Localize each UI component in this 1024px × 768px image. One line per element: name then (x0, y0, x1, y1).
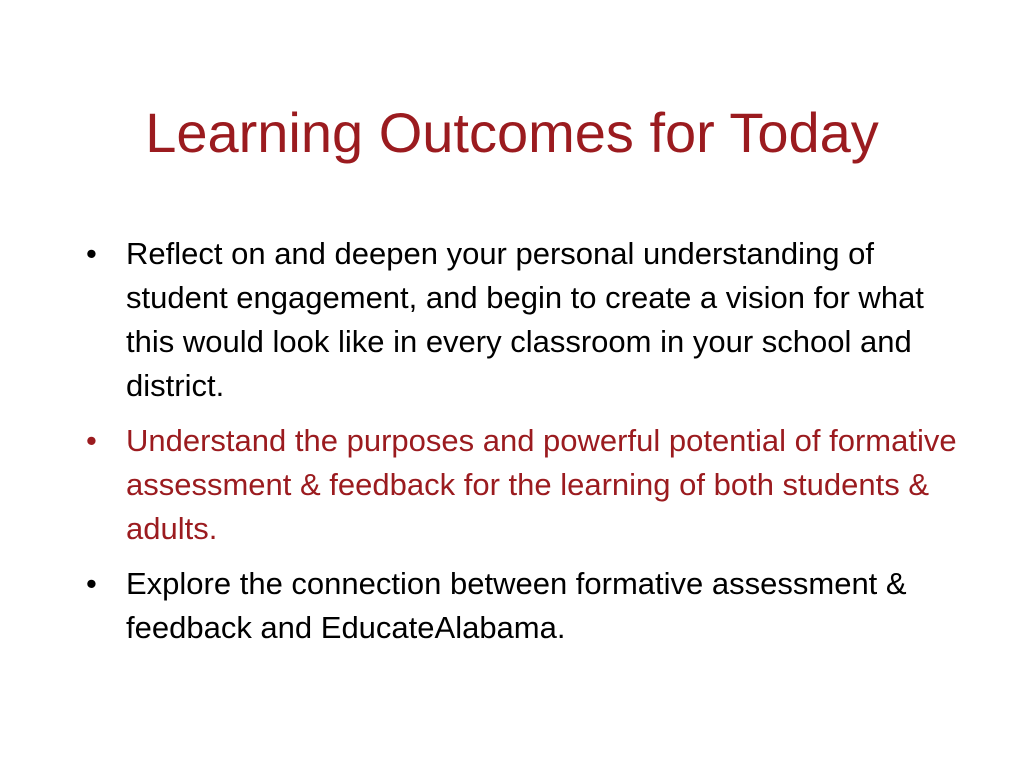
bullet-item-educate-alabama (82, 562, 962, 650)
bullet-text: Explore the connection between formative assessment & feedback and EducateAlabama. (126, 566, 907, 645)
bullet-marker: • (86, 566, 97, 601)
bullet-text: Understand the purposes and powerful potential of formative assessment & feedback for the learning of both students & adults. (126, 423, 957, 546)
bullet-item-formative-assessment (82, 419, 962, 551)
bullet-list (82, 232, 962, 661)
bullet-item-engagement (82, 232, 962, 408)
slide-title: Learning Outcomes for Today (145, 101, 879, 164)
bullet-marker: • (86, 423, 97, 458)
bullet-marker: • (86, 236, 97, 271)
bullet-text: Reflect on and deepen your personal understanding of student engagement, and begin to create a vision for what this would look like in every classroom in your school and district. (126, 236, 924, 403)
